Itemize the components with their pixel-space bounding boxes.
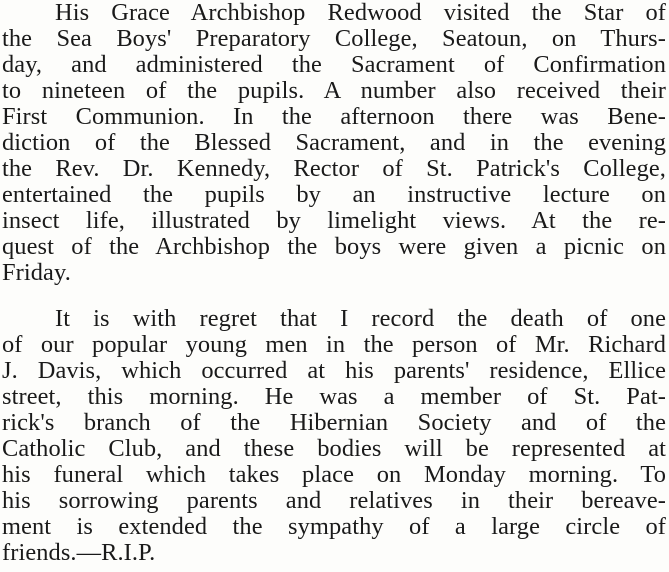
text-line: entertained the pupils by an instructive lecture on xyxy=(2,181,666,208)
text-line: the Sea Boys' Preparatory College, Seatoun, on Thurs- xyxy=(2,25,666,52)
text-line: insect life, illustrated by limelight views. At the re- xyxy=(2,207,666,234)
text-line: day, and administered the Sacrament of Confirmation xyxy=(2,51,666,78)
text-line: His Grace Archbishop Redwood visited the Star of xyxy=(55,0,666,26)
text-line: rick's branch of the Hibernian Society and of the xyxy=(2,409,666,436)
text-line: quest of the Archbishop the boys were given a picnic on xyxy=(2,233,666,260)
text-line: ment is extended the sympathy of a large circle of xyxy=(2,513,666,540)
text-line: of our popular young men in the person of Mr. Richard xyxy=(2,331,666,358)
text-line: street, this morning. He was a member of St. Pat- xyxy=(2,383,666,410)
text-line: his sorrowing parents and relatives in their bereave- xyxy=(2,487,666,514)
text-line: J. Davis, which occurred at his parents' residence, Ellice xyxy=(2,357,666,384)
text-line: friends.—R.I.P. xyxy=(2,539,156,566)
text-line: It is with regret that I record the death of one xyxy=(55,305,666,332)
text-line: Friday. xyxy=(2,259,71,286)
text-line: diction of the Blessed Sacrament, and in the evening xyxy=(2,129,666,156)
text-line: his funeral which takes place on Monday morning. To xyxy=(2,461,666,488)
text-line: First Communion. In the afternoon there was Bene- xyxy=(2,103,666,130)
text-line: to nineteen of the pupils. A number also received their xyxy=(2,77,666,104)
text-line: Catholic Club, and these bodies will be represented at xyxy=(2,435,666,462)
text-line: the Rev. Dr. Kennedy, Rector of St. Patrick's College, xyxy=(2,155,666,182)
